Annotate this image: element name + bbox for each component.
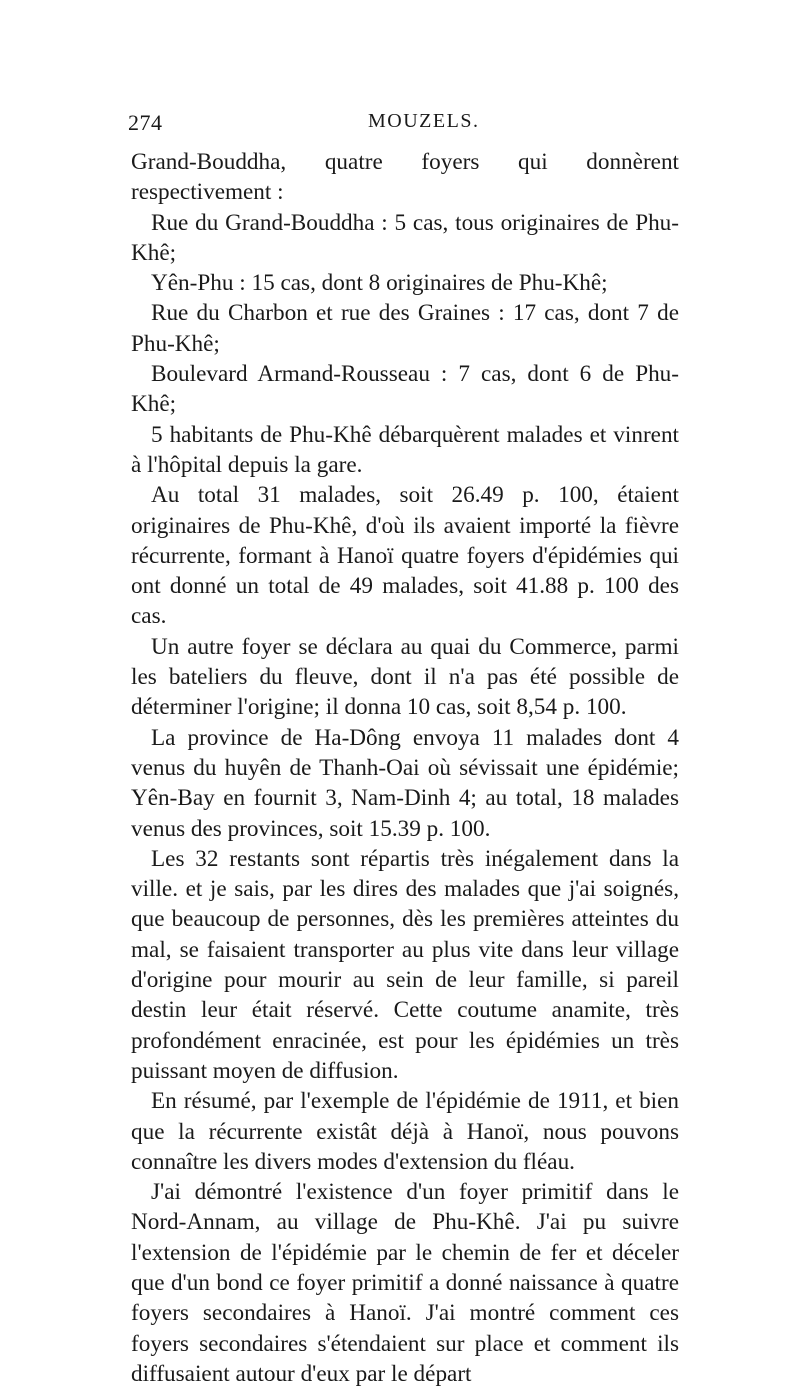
paragraph: Un autre foyer se déclara au quai du Commerce, parmi les bateliers du fleuve, dont il n'a pas été possible de déterminer l'origine; il donna 10 cas, soit 8,54 p. 100.: [131, 633, 679, 721]
page-header: [128, 104, 678, 144]
paragraph: Rue du Grand-Bouddha : 5 cas, tous originaires de Phu-Khê;: [131, 209, 679, 266]
running-head: MOUZELS.: [368, 110, 480, 132]
paragraph: 5 habitants de Phu-Khê débarquèrent malades et vinrent à l'hôpital depuis la gare.: [131, 421, 679, 478]
paragraph: Boulevard Armand-Rousseau : 7 cas, dont 6 de Phu-Khê;: [131, 361, 679, 418]
body-text: [131, 147, 679, 1389]
paragraph: J'ai démontré l'existence d'un foyer primitif dans le Nord-Annam, au village de Phu-Khê. J'ai pu suivre l'extension de l'épidémie par le chemin de fer et déceler que d'un bond ce foyer primitif a donné naissance à quatre foyers secondaires à Hanoï. J'ai montré comment ces foyers secondaires s'étendaient sur place et comment ils diffusaient autour d'eux par le départ: [131, 1179, 679, 1387]
paragraph: La province de Ha-Dông envoya 11 malades dont 4 venus du huyên de Thanh-Oai où sévissait une épidémie; Yên-Bay en fournit 3, Nam-Dinh 4; au total, 18 malades venus des provinces, soit 15.39 p. 100.: [131, 724, 679, 842]
paragraph: Rue du Charbon et rue des Graines : 17 cas, dont 7 de Phu-Khê;: [131, 300, 679, 357]
paragraph: Au total 31 malades, soit 26.49 p. 100, étaient originaires de Phu-Khê, d'où ils avaient importé la fièvre récurrente, formant à Hanoï quatre foyers d'épidémies qui ont donné un total de 49 malades, soit 41.88 p. 100 des cas.: [131, 482, 679, 630]
paragraph: Les 32 restants sont répartis très inégalement dans la ville. et je sais, par les dires des malades que j'ai soignés, que beaucoup de personnes, dès les premières atteintes du mal, se faisaient transporter au plus vite dans leur village d'origine pour mourir au sein de leur famille, si pareil destin leur était réservé. Cette coutume anamite, très profondément enracinée, est pour les épidémies un très puissant moyen de diffusion.: [131, 845, 679, 1084]
page-number: 274: [128, 110, 163, 135]
paragraph-continued: Grand-Bouddha, quatre foyers qui donnèrent respectivement :: [131, 149, 679, 206]
paragraph: En résumé, par l'exemple de l'épidémie de 1911, et bien que la récurrente existât déjà à Hanoï, nous pouvons connaître les divers modes d'extension du fléau.: [131, 1088, 679, 1175]
paragraph: Yên-Phu : 15 cas, dont 8 originaires de Phu-Khê;: [151, 270, 608, 297]
